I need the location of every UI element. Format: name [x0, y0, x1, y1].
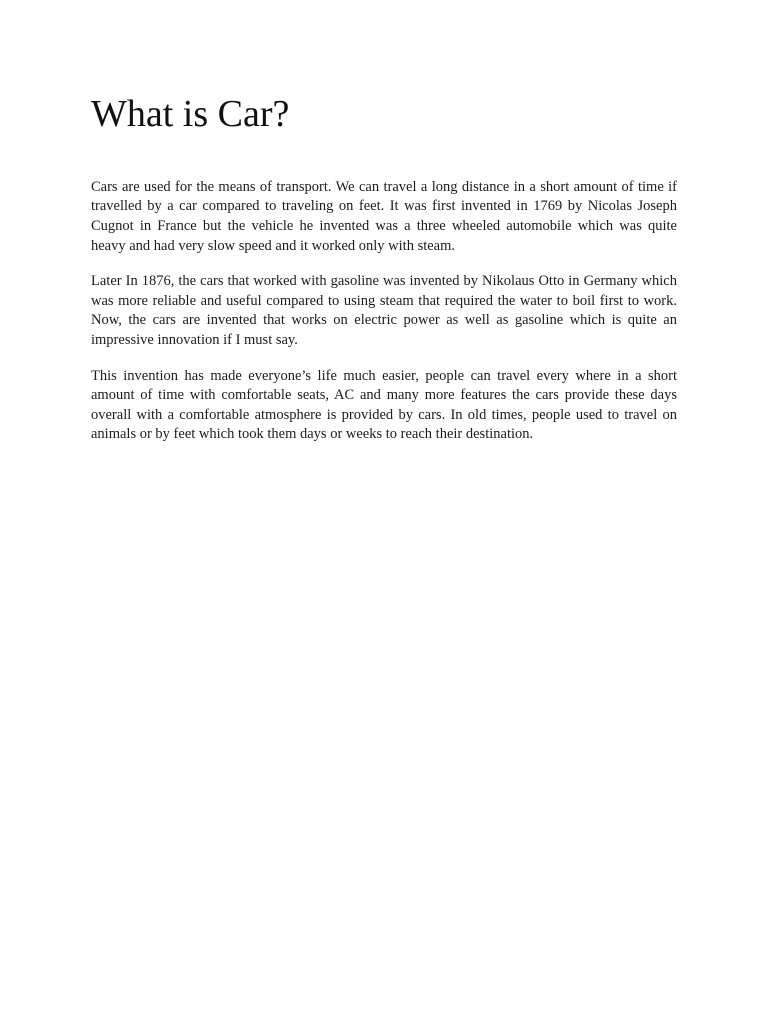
document-title: What is Car? [91, 93, 290, 135]
paragraph-3: This invention has made everyone’s life much easier, people can travel every where in a short amount of time with comfortable seats, AC and many more features the cars provide these days overall with a comfortable atmosphere is provided by cars. In old times, people used to travel on animals or by feet which took them days or weeks to reach their destination. [91, 367, 677, 443]
document-body [91, 94, 677, 461]
paragraph-1: Cars are used for the means of transport. We can travel a long distance in a short amount of time if travelled by a car compared to traveling on feet. It was first invented in 1769 by Nicolas Joseph Cugnot in France but the vehicle he invented was a three wheeled automobile which was quite heavy and had very slow speed and it worked only with steam. [91, 178, 677, 254]
paragraph-2: Later In 1876, the cars that worked with gasoline was invented by Nikolaus Otto in Germany which was more reliable and useful compared to using steam that required the water to boil first to work. Now, the cars are invented that works on electric power as well as gasoline which is quite an impressive innovation if I must say. [91, 273, 677, 348]
